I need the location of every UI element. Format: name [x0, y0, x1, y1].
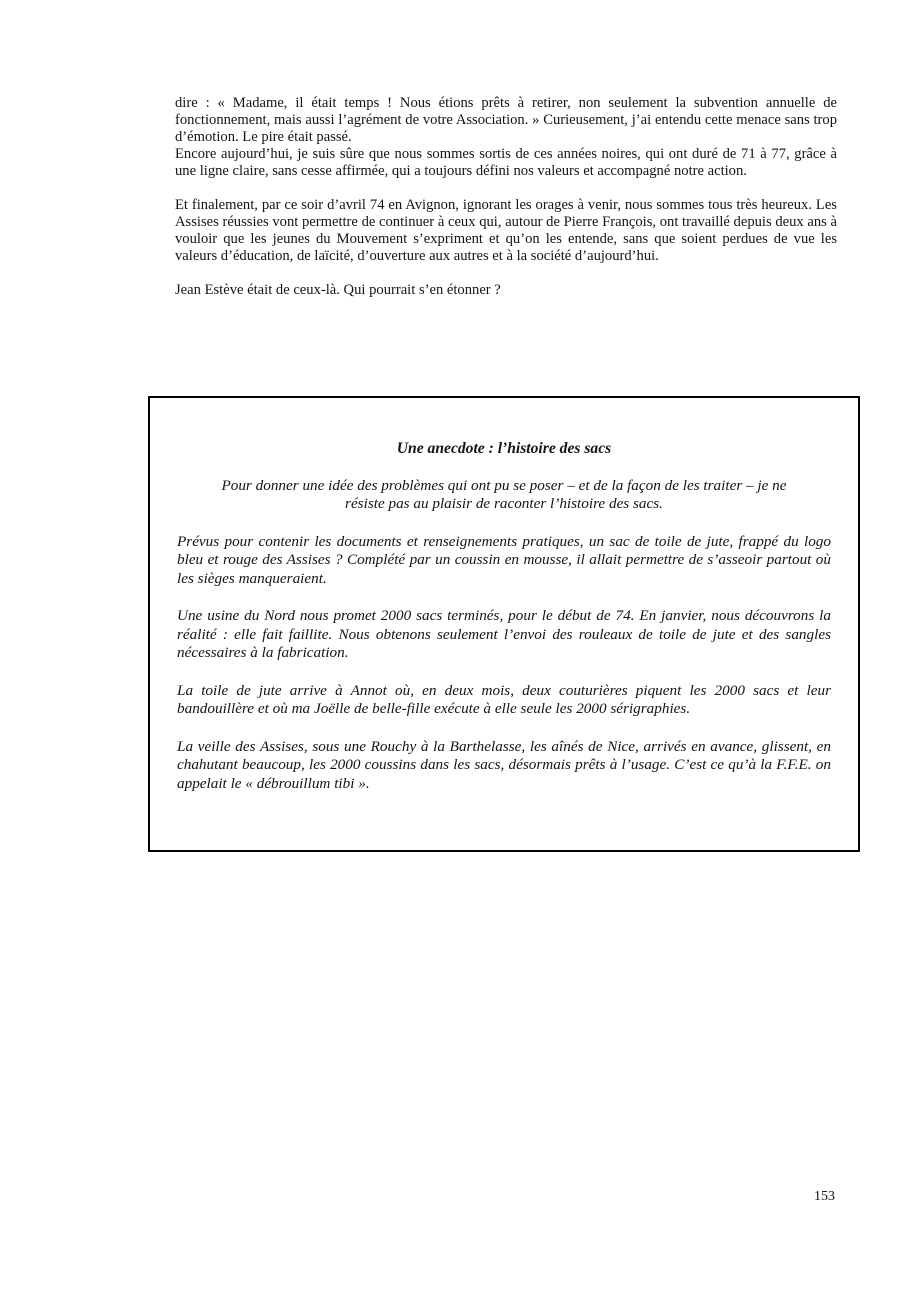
anecdote-paragraph: Prévus pour contenir les documents et renseignements pratiques, un sac de toile de jute, frappé du logo bleu et rouge des Assises ? Complété par un coussin en mousse, il allait permettre de s’asseoir partout où les sièges manqueraient.: [177, 532, 831, 587]
anecdote-paragraph: Une usine du Nord nous promet 2000 sacs terminés, pour le début de 74. En janvier, nous découvrons la réalité : elle fait faillite. Nous obtenons seulement l’envoi des rouleaux de toile de jute et des sangles nécessaires à la fabrication.: [177, 607, 831, 661]
paragraph: Jean Estève était de ceux-là. Qui pourrait s’en étonner ?: [175, 282, 501, 298]
anecdote-paragraph: La toile de jute arrive à Annot où, en deux mois, deux couturières piquent les 2000 sacs et leur bandouillère et où ma Joëlle de belle-fille exécute à elle seule les 2000 sérigraphies.: [177, 681, 831, 717]
body-text-block: [175, 95, 837, 299]
anecdote-paragraph: La veille des Assises, sous une Rouchy à la Barthelasse, les aînés de Nice, arrivés en avance, glissent, en chahutant beaucoup, les 2000 coussins dans les sacs, désormais prêts à l’usage. C’est ce qu’à la F.F.E. on appelait le « débrouillum tibi ».: [177, 737, 831, 792]
paragraph: dire : « Madame, il était temps ! Nous étions prêts à retirer, non seulement la subvention annuelle de fonctionnement, mais aussi l’agrément de votre Association. » Curieusement, j’ai entendu cette menace sans trop d’émotion. Le pire était passé.: [175, 95, 837, 145]
anecdote-intro: Pour donner une idée des problèmes qui ont pu se poser – et de la façon de les traiter – je ne résiste pas au plaisir de raconter l’histoire des sacs.: [221, 476, 787, 512]
anecdote-box-title: Une anecdote : l’histoire des sacs: [396, 440, 612, 457]
paragraph: Et finalement, par ce soir d’avril 74 en Avignon, ignorant les orages à venir, nous sommes tous très heureux. Les Assises réussies vont permettre de continuer à ceux qui, autour de Pierre François, ont travaillé depuis deux ans à vouloir que les jeunes du Mouvement s’expriment et qu’on les entende, sans que soient perdues de vue les valeurs d’éducation, de laïcité, d’ouverture aux autres et à la société d’aujourd’hui.: [175, 197, 837, 264]
page-number: 153: [814, 1189, 835, 1204]
anecdote-box: [148, 396, 860, 852]
paragraph: Encore aujourd’hui, je suis sûre que nous sommes sortis de ces années noires, qui ont duré de 71 à 77, grâce à une ligne claire, sans cesse affirmée, qui a toujours défini nos valeurs et accompagné notre action.: [175, 146, 837, 179]
